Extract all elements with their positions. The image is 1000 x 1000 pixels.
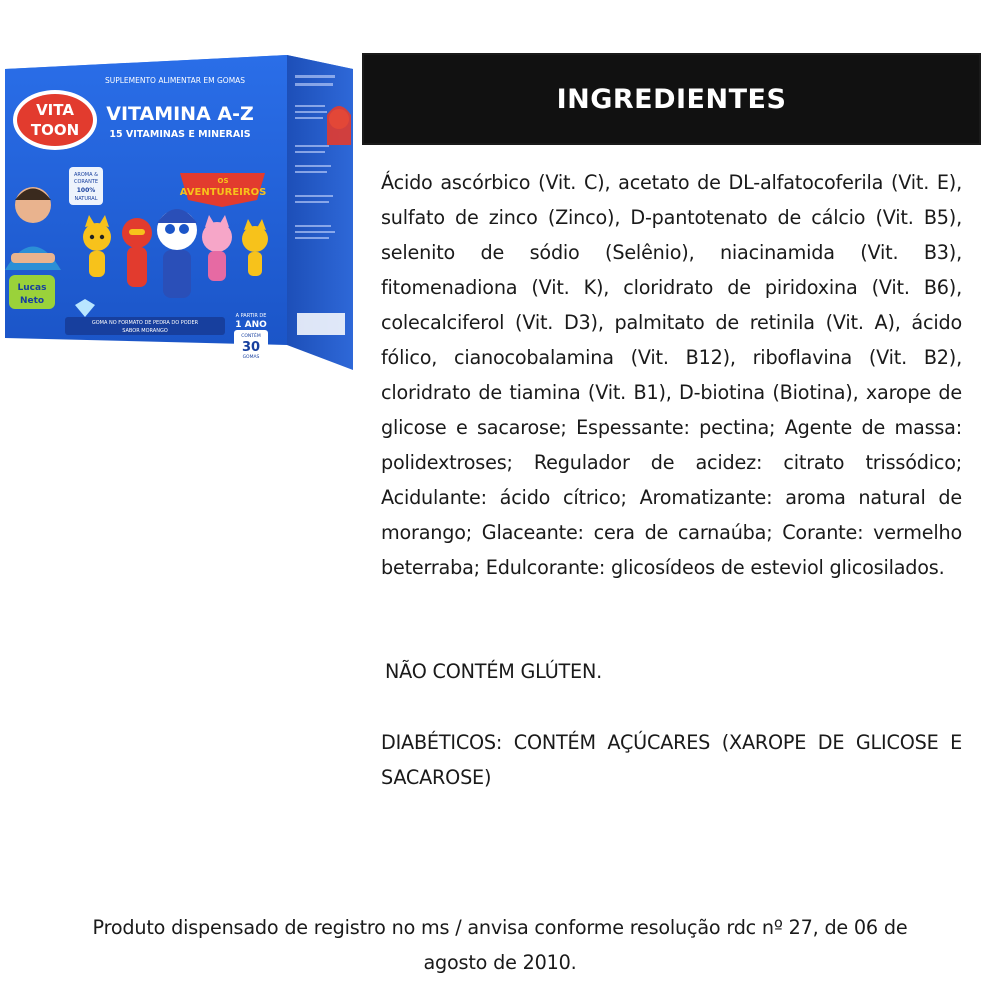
- ingredients-header: [362, 53, 981, 145]
- side-character: [327, 106, 351, 145]
- diabetics-notice: DIABÉTICOS: CONTÉM AÇÚCARES (XAROPE DE GLICOSE E SACAROSE): [381, 731, 962, 789]
- product-box-image: [5, 55, 353, 370]
- svg-text:AROMA &: AROMA &: [73, 172, 99, 178]
- svg-text:CORANTE: CORANTE: [73, 179, 99, 185]
- age-count-badge: [234, 313, 268, 360]
- svg-text:OS: OS: [217, 177, 229, 185]
- ingredients-text: Ácido ascórbico (Vit. C), acetato de DL-alfatocoferila (Vit. E), sulfato de zinco (Zinco), D-pantotenato de cálcio (Vit. B5), selenito de sódio (Selênio), niacinamida (Vit. B3), fitomenadiona (Vit. K), cloridrato de piridoxina (Vit. B6), colecalciferol (Vit. D3), palmitato de retinila (Vit. A), ácido fólico, cianocobalamina (Vit. B12), riboflavina (Vit. B2), cloridrato de tiamina (Vit. B1), D-biotina (Biotina), xarope de glicose e sacarose; Espessante: pectina; Agente de massa: polidextroses; Regulador de acidez: citrato trissódico; Acidulante: ácido cítrico; Aromatizante: aroma natural de morango; Glaceante: cera de carnaúba; Corante: vermelho beterraba; Edulcorante: glicosídeos de esteviol glicosilados.: [381, 171, 962, 579]
- svg-text:A PARTIR DE: A PARTIR DE: [235, 313, 267, 319]
- footer-line-1: Produto dispensado de registro no ms / anvisa conforme resolução rdc nº 27, de 06 de: [92, 916, 908, 939]
- svg-text:Neto: Neto: [19, 296, 45, 306]
- brand-line2: TOON: [30, 121, 80, 139]
- svg-text:AVENTUREIROS: AVENTUREIROS: [179, 187, 267, 198]
- box-top-label: SUPLEMENTO ALIMENTAR EM GOMAS: [104, 76, 246, 85]
- svg-text:GOMAS: GOMAS: [242, 355, 260, 360]
- product-subtitle: 15 VITAMINAS E MINERAIS: [109, 129, 251, 140]
- vitatoon-logo: [13, 90, 97, 150]
- bottom-band: [65, 317, 225, 335]
- barcode: [297, 313, 345, 335]
- svg-text:100%: 100%: [76, 187, 96, 194]
- product-name: VITAMINA A-Z: [106, 103, 254, 125]
- svg-text:1 ANO: 1 ANO: [235, 320, 267, 330]
- ingredients-title: INGREDIENTES: [556, 83, 787, 115]
- aroma-badge: [69, 167, 103, 205]
- presenter-logo: [9, 275, 55, 309]
- svg-text:GOMA NO FORMATO DE PEDRA DO PO: GOMA NO FORMATO DE PEDRA DO PODER: [91, 320, 199, 326]
- footer-line-2: agosto de 2010.: [423, 951, 577, 974]
- svg-text:CONTÉM: CONTÉM: [241, 334, 261, 339]
- brand-line1: VITA: [36, 101, 74, 119]
- svg-text:NATURAL: NATURAL: [74, 196, 98, 202]
- svg-text:30: 30: [241, 340, 261, 355]
- registration-footer: [40, 910, 960, 980]
- gluten-notice: NÃO CONTÉM GLÚTEN.: [385, 660, 603, 683]
- svg-text:Lucas: Lucas: [17, 283, 47, 293]
- svg-text:SABOR MORANGO: SABOR MORANGO: [122, 328, 168, 334]
